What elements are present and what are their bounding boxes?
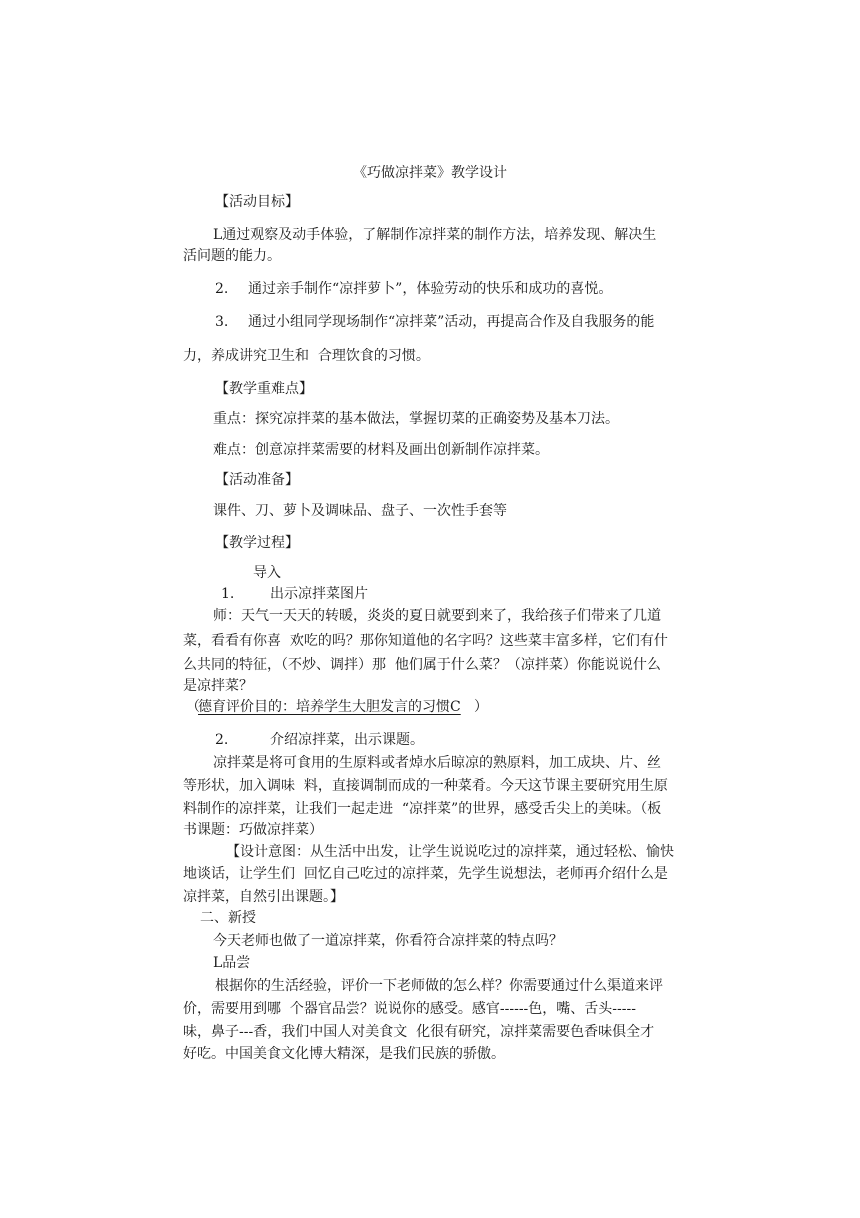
new-lesson-heading: 二、新授 — [200, 910, 256, 926]
preparation-heading: 【活动准备】 — [215, 472, 299, 488]
definition-line-2: 等形状，加入调味 料，直接调制而成的一种菜肴。今天这节课主要研究用生原 — [183, 778, 668, 794]
step-2-number: 2. — [215, 732, 229, 748]
objective-2-number: 2. — [215, 281, 229, 297]
objectives-heading: 【活动目标】 — [215, 194, 299, 210]
teacher-line-4: 是凉拌菜？ — [183, 678, 253, 694]
taste-line-1: 根据你的生活经验，评价一下老师做的怎么样？你需要通过什么渠道来评 — [215, 978, 663, 994]
difficult-point: 难点：创意凉拌菜需要的材料及画出创新制作凉拌菜。 — [213, 442, 549, 458]
step-1-number: 1. — [221, 586, 235, 602]
taste-line-4: 好吃。中国美食文化博大精深，是我们民族的骄傲。 — [183, 1046, 505, 1062]
objective-3-number: 3. — [215, 314, 229, 330]
moral-eval-close: ） — [474, 699, 488, 715]
design-intent-line-2: 地谈话，让学生们 回忆自己吃过的凉拌菜，先学生说想法，老师再介绍什么是 — [183, 866, 668, 882]
objective-1-line-2: 活问题的能力。 — [183, 248, 281, 264]
taste-line-3: 味，鼻子---香，我们中国人对美食文 化很有研究，凉拌菜需要色香味俱全才 — [183, 1024, 655, 1040]
design-intent-line-1: 【设计意图：从生活中出发，让学生说说吃过的凉拌菜，通过轻松、愉快 — [226, 844, 674, 860]
key-points-heading: 【教学重难点】 — [215, 381, 313, 397]
definition-line-4: 书课题：巧做凉拌菜） — [183, 822, 323, 838]
definition-line-3: 料制作的凉拌菜，让我们一起走进 “凉拌菜”的世界，感受舌尖上的美味。（板 — [183, 801, 662, 817]
design-intent-line-3: 凉拌菜，自然引出课题。】 — [183, 889, 344, 905]
moral-eval-open: （ — [186, 699, 200, 715]
document-title: 《巧做凉拌菜》教学设计 — [353, 165, 507, 181]
definition-line-1: 凉拌菜是将可食用的生原料或者焯水后晾凉的熟原料，加工成块、片、丝 — [213, 755, 661, 771]
process-heading: 【教学过程】 — [215, 535, 299, 551]
key-point: 重点：探究凉拌菜的基本做法，掌握切菜的正确姿势及基本刀法。 — [213, 411, 619, 427]
intro-label: 导入 — [253, 565, 281, 581]
moral-eval-text: 德育评价目的：培养学生大胆发言的习惯C — [198, 699, 461, 715]
step-2-text: 介绍凉拌菜，出示课题。 — [270, 732, 424, 748]
teacher-line-1: 师：天气一天天的转暖，炎炎的夏日就要到来了，我给孩子们带来了几道 — [213, 608, 661, 624]
teacher-line-3: 么共同的特征，（不炒、调拌）那 他们属于什么菜？（凉拌菜）你能说说什么 — [183, 657, 661, 673]
step-1-text: 出示凉拌菜图片 — [270, 586, 368, 602]
teacher-line-2: 菜，看看有你喜 欢吃的吗？那你知道他的名字吗？这些菜丰富多样，它们有什 — [183, 633, 668, 649]
objective-1-line-1: L通过观察及动手体验，了解制作凉拌菜的制作方法，培养发现、解决生 — [213, 227, 657, 243]
objective-3-text: 通过小组同学现场制作“凉拌菜”活动，再提高合作及自我服务的能 — [248, 314, 655, 330]
new-lesson-line: 今天老师也做了一道凉拌菜，你看符合凉拌菜的特点吗？ — [213, 933, 563, 949]
taste-label: L品尝 — [213, 955, 251, 971]
preparation-items: 课件、刀、萝卜及调味品、盘子、一次性手套等 — [213, 503, 507, 519]
taste-line-2: 价，需要用到哪 个器官品尝？说说你的感受。感官------色，嘴、舌头----- — [183, 1001, 636, 1017]
objective-2-text: 通过亲手制作“凉拌萝卜”，体验劳动的快乐和成功的喜悦。 — [248, 281, 613, 297]
objective-3-line-2: 力，养成讲究卫生和 合理饮食的习惯。 — [183, 348, 430, 364]
